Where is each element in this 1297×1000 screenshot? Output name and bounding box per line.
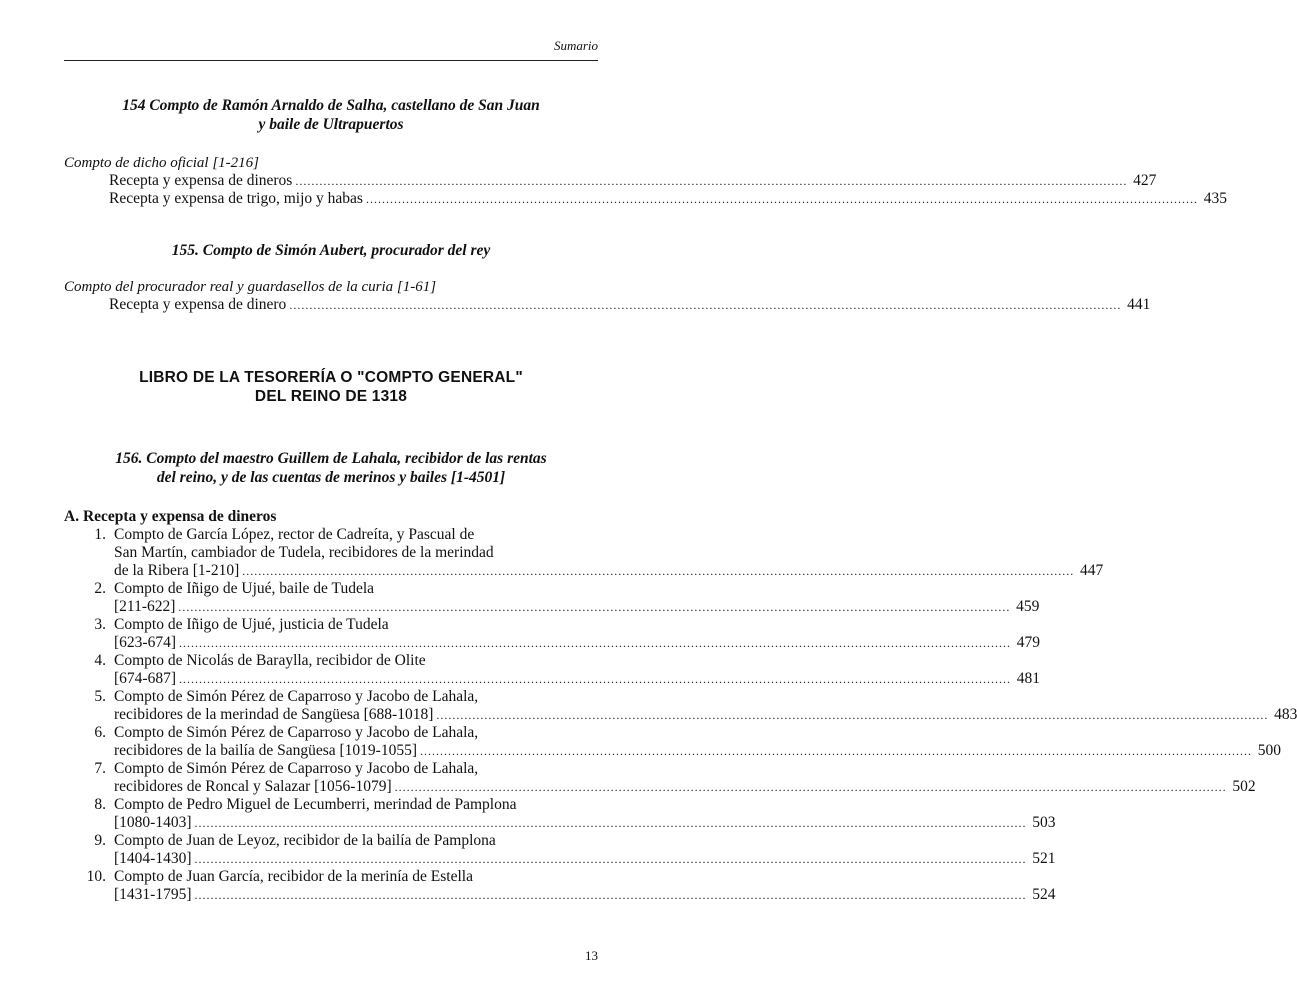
toc-item-line: Compto de Iñigo de Ujué, baile de Tudela [114,580,375,597]
book-title-line1: LIBRO DE LA TESORERÍA O "COMPTO GENERAL" [139,369,523,386]
toc-entry-page: 427 [1133,172,1157,189]
toc-item-text: [211-622] [114,598,176,615]
toc-entry[interactable] [109,296,1151,314]
toc-item-number: 4. [94,652,106,669]
toc-item-body [114,724,1281,760]
toc-item-number: 7. [94,760,106,777]
toc-item-last-line [114,706,1297,724]
toc-item[interactable] [64,616,1040,652]
toc-item[interactable] [64,760,1256,796]
section-156-heading [64,449,598,487]
toc-item-last-line [114,634,1040,652]
section-155-subheading: Compto del procurador real y guardasellos de la curia [1-61] [64,279,437,295]
toc-item-body [114,652,1040,688]
toc-item-page: 524 [1032,886,1056,903]
toc-item-body [114,688,1297,724]
toc-item-number: 5. [94,688,106,705]
toc-item-line: Compto de García López, rector de Cadreíta, y Pascual de [114,526,475,543]
toc-item-text: recibidores de Roncal y Salazar [1056-1079] [114,778,392,795]
toc-item-last-line [114,598,1039,616]
section-155-number: 155. [171,242,199,259]
dot-leader [436,706,1268,724]
section-154-subheading: Compto de dicho oficial [1-216] [64,155,259,171]
toc-item-line: Compto de Simón Pérez de Caparroso y Jacobo de Lahala, [114,760,479,777]
toc-item-line: Compto de Pedro Miguel de Lecumberri, merindad de Pamplona [114,796,517,813]
toc-item-text: [1080-1403] [114,814,192,831]
page-number: 13 [585,948,598,963]
toc-item-line: Compto de Iñigo de Ujué, justicia de Tudela [114,616,389,633]
toc-item-line: Compto de Simón Pérez de Caparroso y Jacobo de Lahala, [114,688,479,705]
dot-leader [395,778,1227,796]
dot-leader [289,296,1121,314]
toc-item-page: 459 [1016,598,1040,615]
toc-item[interactable] [64,652,1040,688]
toc-item-last-line [114,850,1056,868]
toc-item-last-line [114,670,1040,688]
section-155 [64,241,1151,314]
toc-item-body [114,832,1056,868]
table-of-contents [64,96,1297,904]
toc-item[interactable] [64,688,1297,724]
section-156-title-line1: Compto del maestro Guillem de Lahala, recibidor de las rentas [146,450,547,467]
toc-entry-page: 441 [1127,296,1151,313]
toc-item-number: 8. [94,796,106,813]
section-154-title-line2: y baile de Ultrapuertos [258,116,404,133]
toc-item[interactable] [64,868,1056,904]
toc-item[interactable] [64,526,1104,580]
running-header: Sumario [553,38,598,53]
toc-item[interactable] [64,724,1282,760]
toc-item-last-line [114,742,1281,760]
toc-item-body [114,868,1056,904]
section-156-number: 156. [115,450,143,467]
toc-item-page: 521 [1032,850,1056,867]
dot-leader [295,172,1127,190]
dot-leader [420,742,1252,760]
toc-item-page: 502 [1232,778,1256,795]
section-155-title: Compto de Simón Aubert, procurador del rey [202,242,491,259]
toc-item-text: recibidores de la merindad de Sangüesa [688-1018] [114,706,434,723]
dot-leader [195,814,1027,832]
dot-leader [195,886,1027,904]
toc-entry-text: Recepta y expensa de trigo, mijo y habas [109,190,363,207]
group-heading: A. Recepta y expensa de dineros [64,508,277,525]
toc-item-text: de la Ribera [1-210] [114,562,240,579]
toc-item-number: 1. [94,526,106,543]
toc-item-body [114,616,1040,652]
toc-item-body [114,580,1039,616]
toc-item-page: 503 [1032,814,1056,831]
dot-leader [178,598,1010,616]
toc-item-number: 10. [86,868,106,885]
section-154-number: 154 [122,97,146,114]
section-155-heading [64,241,598,260]
toc-item-text: [674-687] [114,670,176,687]
toc-entry-text: Recepta y expensa de dineros [109,172,293,189]
toc-item[interactable] [64,796,1056,832]
toc-entry-page: 435 [1203,190,1227,207]
toc-item-line: Compto de Juan de Leyoz, recibidor de la bailía de Pamplona [114,832,496,849]
toc-item-line: San Martín, cambiador de Tudela, recibidores de la merindad [114,544,494,561]
toc-item-text: [1404-1430] [114,850,192,867]
section-156 [64,449,1297,904]
toc-item-number: 3. [94,616,106,633]
book-title [64,368,598,406]
toc-entry[interactable] [109,172,1157,190]
toc-item-page: 447 [1080,562,1104,579]
toc-item-last-line [114,562,1103,580]
toc-item-last-line [114,886,1056,904]
toc-item-line: Compto de Nicolás de Baraylla, recibidor de Olite [114,652,426,669]
toc-item-page: 500 [1257,742,1282,759]
book-title-line2: DEL REINO DE 1318 [254,388,408,405]
dot-leader [366,190,1198,208]
toc-item[interactable] [64,580,1040,616]
toc-item-number: 2. [94,580,106,597]
toc-item-line: Compto de Juan García, recibidor de la merinía de Estella [114,868,473,885]
toc-item-text: [1431-1795] [114,886,192,903]
section-154-heading [64,96,598,134]
toc-item-text: recibidores de la bailía de Sangüesa [1019-1055] [114,742,418,759]
toc-item-number: 9. [94,832,106,849]
toc-item-number: 6. [94,724,106,741]
toc-item[interactable] [64,832,1056,868]
toc-item-page: 481 [1016,670,1040,687]
dot-leader [179,634,1011,652]
toc-item-last-line [114,778,1256,796]
toc-item-text: [623-674] [114,634,176,651]
dot-leader [242,562,1074,580]
toc-item-body [114,526,1103,580]
dot-leader [195,850,1027,868]
toc-item-body [114,796,1056,832]
header-rule [64,60,598,61]
section-154-title-line1: Compto de Ramón Arnaldo de Salha, castellano de San Juan [149,97,540,114]
toc-entry-text: Recepta y expensa de dinero [109,296,287,313]
section-154 [64,96,1227,208]
toc-item-line: Compto de Simón Pérez de Caparroso y Jacobo de Lahala, [114,724,479,741]
toc-item-body [114,760,1256,796]
dot-leader [179,670,1011,688]
toc-item-last-line [114,814,1056,832]
toc-item-page: 483 [1274,706,1297,723]
item-list [64,526,1297,904]
toc-entry[interactable] [109,190,1227,208]
section-156-title-line2: del reino, y de las cuentas de merinos y bailes [1-4501] [156,469,506,486]
toc-item-page: 479 [1016,634,1040,651]
